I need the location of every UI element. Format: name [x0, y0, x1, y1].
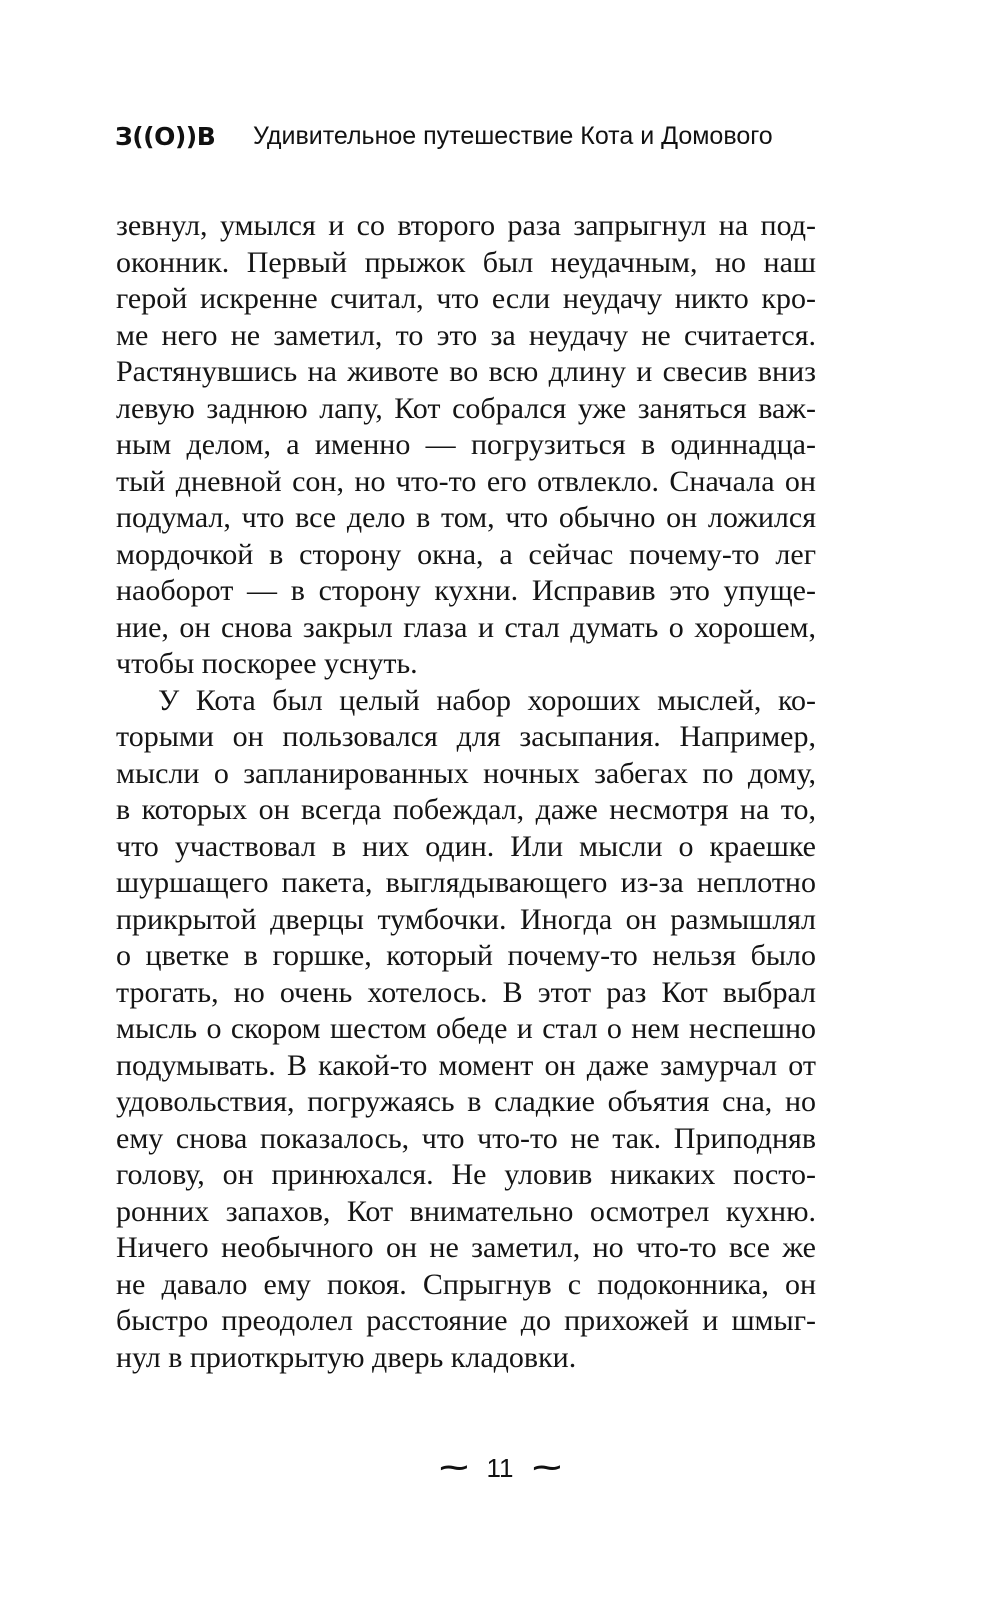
text-line: в которых он всегда побеждал, даже несмотря на то, — [116, 793, 816, 826]
text-line: о цветке в горшке, который почему-то нельзя было — [116, 939, 816, 972]
text-line: левую заднюю лапу, Кот собрался уже заняться важ- — [116, 391, 816, 425]
text-line: удовольствия, погружаясь в сладкие объятия сна, но — [116, 1085, 816, 1118]
text-line: чтобы поскорее уснуть. — [116, 647, 418, 680]
text-line: прикрытой дверцы тумбочки. Иногда он размышлял — [116, 902, 816, 936]
page-number: 11 — [486, 1452, 514, 1483]
text-line: нул в приоткрытую дверь кладовки. — [116, 1340, 577, 1374]
running-title: Удивительное путешествие Кота и Домового — [253, 121, 773, 150]
text-line: мысль о скором шестом обеде и стал о нем неспешно — [116, 1012, 816, 1045]
text-line: герой искренне считал, что если неудачу никто кро- — [116, 282, 816, 315]
text-line: мордочкой в сторону окна, а сейчас почему-то лег — [116, 537, 816, 571]
text-line: не давало ему покоя. Спрыгнув с подоконника, он — [116, 1267, 816, 1301]
running-header — [115, 116, 815, 156]
text-line: тый дневной сон, но что-то его отвлекло. Сначала он — [116, 464, 816, 498]
text-line: подумал, что все дело в том, что обычно он ложился — [116, 501, 816, 534]
text-line: Ничего необычного он не заметил, но что-то все же — [116, 1231, 816, 1264]
text-line: мысли о запланированных ночных забегах по дому, — [116, 756, 816, 790]
text-line: наоборот — в сторону кухни. Исправив это упуще- — [116, 574, 816, 607]
text-line: быстро преодолел расстояние до прихожей и шмыг- — [116, 1304, 816, 1337]
paragraph — [116, 683, 816, 1377]
text-line: У Кота был целый набор хороших мыслей, ко- — [158, 683, 816, 717]
ornament-right-icon: ~ — [528, 1453, 564, 1483]
text-line: ным делом, а именно — погрузиться в одиннадца- — [116, 428, 816, 461]
text-line: трогать, но очень хотелось. В этот раз Кот выбрал — [116, 975, 816, 1009]
text-line: зевнул, умылся и со второго раза запрыгнул на под- — [116, 209, 816, 242]
text-line: Растянувшись на животе во всю длину и свесив вниз — [116, 355, 816, 388]
body-text — [116, 208, 816, 1376]
text-line: ронних запахов, Кот внимательно осмотрел кухню. — [116, 1194, 816, 1228]
text-line: голову, он принюхался. Не уловив никаких посто- — [116, 1158, 816, 1191]
text-line: ние, он снова закрыл глаза и стал думать о хорошем, — [116, 610, 816, 644]
text-line: подумывать. В какой-то момент он даже замурчал от — [116, 1048, 816, 1082]
publisher-logo: З((О))В — [115, 121, 216, 151]
ornament-left-icon: ~ — [436, 1453, 472, 1483]
text-line: торыми он пользовался для засыпания. Например, — [116, 720, 816, 753]
text-line: что участвовал в них один. Или мысли о краешке — [116, 829, 816, 863]
paragraph — [116, 208, 816, 683]
text-line: оконник. Первый прыжок был неудачным, но наш — [116, 245, 816, 279]
page-footer — [0, 1448, 1000, 1488]
text-line: ме него не заметил, то это за неудачу не считается. — [116, 318, 816, 352]
text-line: ему снова показалось, что что-то не так. Приподняв — [116, 1121, 816, 1155]
text-line: шуршащего пакета, выглядывающего из-за неплотно — [116, 866, 816, 899]
